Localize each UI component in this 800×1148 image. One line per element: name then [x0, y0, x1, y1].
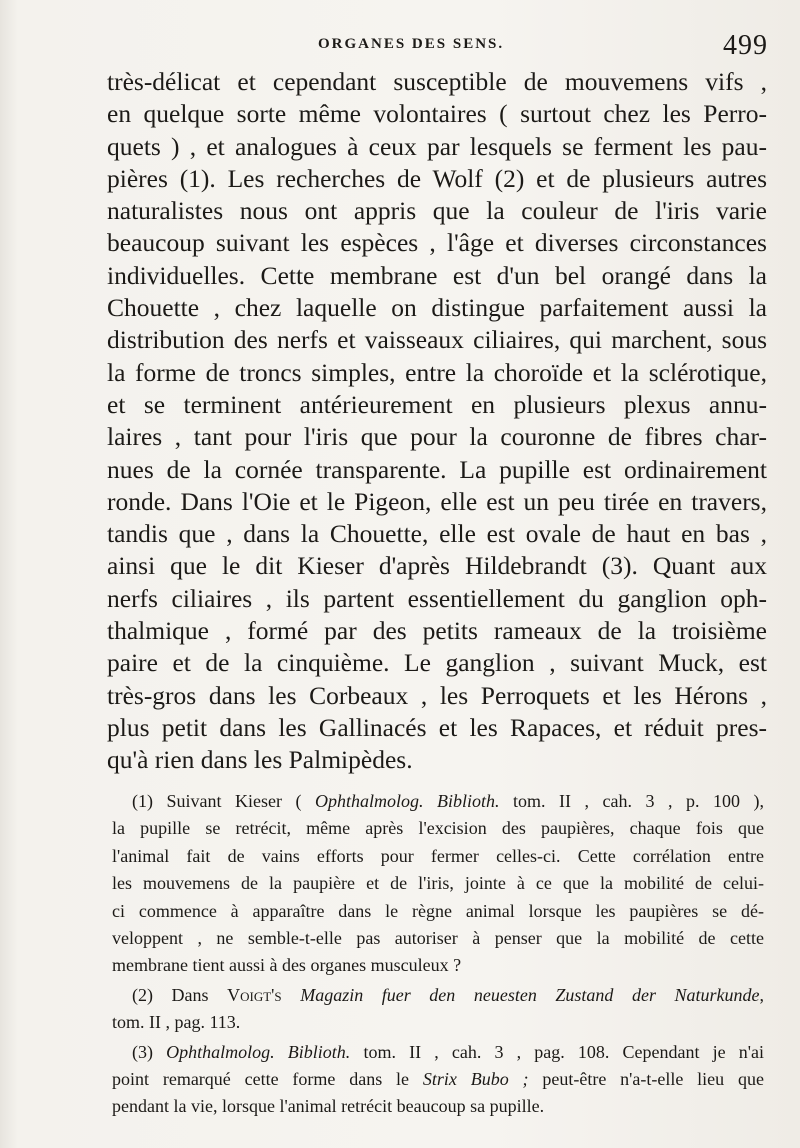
text-line: très-gros dans les Corbeaux , les Perroquets et les Hérons ,	[107, 680, 767, 710]
footnote-3	[112, 1039, 764, 1121]
text-line: la forme de troncs simples, entre la choroïde et la sclérotique,	[107, 357, 767, 387]
main-text	[107, 66, 767, 777]
footnote-text: point remarqué cette forme dans le	[112, 1069, 423, 1090]
page-header	[100, 30, 772, 70]
citation-details: ,	[759, 984, 765, 1005]
text-line: nues de la cornée transparente. La pupille est ordinairement	[107, 454, 767, 484]
text-line: naturalistes nous ont appris que la couleur de l'iris varie	[107, 196, 767, 226]
text-line: plus petit dans les Gallinacés et les Rapaces, et réduit pres-	[107, 712, 767, 742]
footnote-line	[112, 982, 764, 1009]
footnote-marker-text: (1) Suivant Kieser (	[132, 791, 315, 811]
footnote-line: les mouvemens de la paupière et de l'iris, jointe à ce que la mobilité de celui-	[112, 873, 764, 894]
footnote-text: peut-être n'a-t-elle lieu que	[528, 1069, 764, 1090]
citation-title: Magazin fuer den neuesten Zustand der Naturkunde	[281, 984, 760, 1005]
footnotes	[112, 788, 764, 1123]
page-number: 499	[723, 30, 768, 61]
footnote-line	[112, 1039, 764, 1066]
footnote-marker-text: (2) Dans	[132, 984, 228, 1005]
footnote-2	[112, 982, 764, 1037]
text-line: en quelque sorte même volontaires ( surtout chez les Perro-	[107, 99, 767, 129]
running-head: ORGANES DES SENS.	[318, 36, 505, 52]
text-line: beaucoup suivant les espèces , l'âge et diverses circonstances	[107, 228, 767, 258]
citation-details: tom. II , cah. 3 , p. 100 ),	[499, 791, 765, 811]
footnote-line	[112, 1066, 764, 1093]
text-line: Chouette , chez laquelle on distingue parfaitement aussi la	[107, 293, 767, 323]
text-line: thalmique , formé par des petits rameaux de la troisième	[107, 616, 767, 646]
text-line: ainsi que le dit Kieser d'après Hildebrandt (3). Quant aux	[107, 551, 767, 581]
citation-title: Ophthalmolog. Biblioth.	[314, 791, 500, 811]
footnote-line: la pupille se retrécit, même après l'excision des paupières, chaque fois que	[112, 818, 764, 839]
text-line: tandis que , dans la Chouette, elle est ovale de haut en bas ,	[107, 519, 767, 549]
text-line: quets ) , et analogues à ceux par lesquels se ferment les pau-	[107, 131, 767, 161]
footnote-line: pendant la vie, lorsque l'animal retrécit beaucoup sa pupille.	[112, 1096, 545, 1117]
text-line: nerfs ciliaires , ils partent essentiellement du ganglion oph-	[107, 583, 767, 613]
text-line: très-délicat et cependant susceptible de mouvemens vifs ,	[107, 67, 767, 96]
text-line: ronde. Dans l'Oie et le Pigeon, elle est un peu tirée en travers,	[107, 486, 767, 516]
footnote-line	[112, 788, 764, 815]
species-name: Strix Bubo ;	[422, 1069, 529, 1090]
text-line: paire et de la cinquième. Le ganglion , suivant Muck, est	[107, 648, 767, 678]
footnote-line: ci commence à apparaître dans le règne animal lorsque les paupières se dé-	[112, 900, 764, 921]
text-line: et se terminent antérieurement en plusieurs plexus annu-	[107, 389, 767, 419]
text-line: individuelles. Cette membrane est d'un bel orangé dans la	[107, 260, 767, 290]
text-line: qu'à rien dans les Palmipèdes.	[107, 745, 413, 775]
footnote-1	[112, 788, 764, 980]
author-name: Voigt's	[227, 984, 282, 1005]
footnote-line: l'animal fait de vains efforts pour fermer celles-ci. Cette corrélation entre	[112, 845, 764, 866]
footnote-line: membrane tient aussi à des organes musculeux ?	[112, 955, 462, 976]
citation-title: Ophthalmolog. Biblioth.	[166, 1041, 351, 1062]
text-line: pières (1). Les recherches de Wolf (2) et de plusieurs autres	[107, 163, 767, 193]
footnote-line: tom. II , pag. 113.	[112, 1012, 241, 1033]
footnote-marker-text: (3)	[132, 1041, 167, 1062]
text-line: distribution des nerfs et vaisseaux ciliaires, qui marchent, sous	[107, 325, 767, 355]
citation-details: tom. II , cah. 3 , pag. 108. Cependant je n'ai	[350, 1041, 765, 1062]
footnote-line: veloppent , ne semble-t-elle pas autoriser à penser que la mobilité de cette	[112, 928, 764, 949]
text-line: laires , tant pour l'iris que pour la couronne de fibres char-	[107, 422, 767, 452]
